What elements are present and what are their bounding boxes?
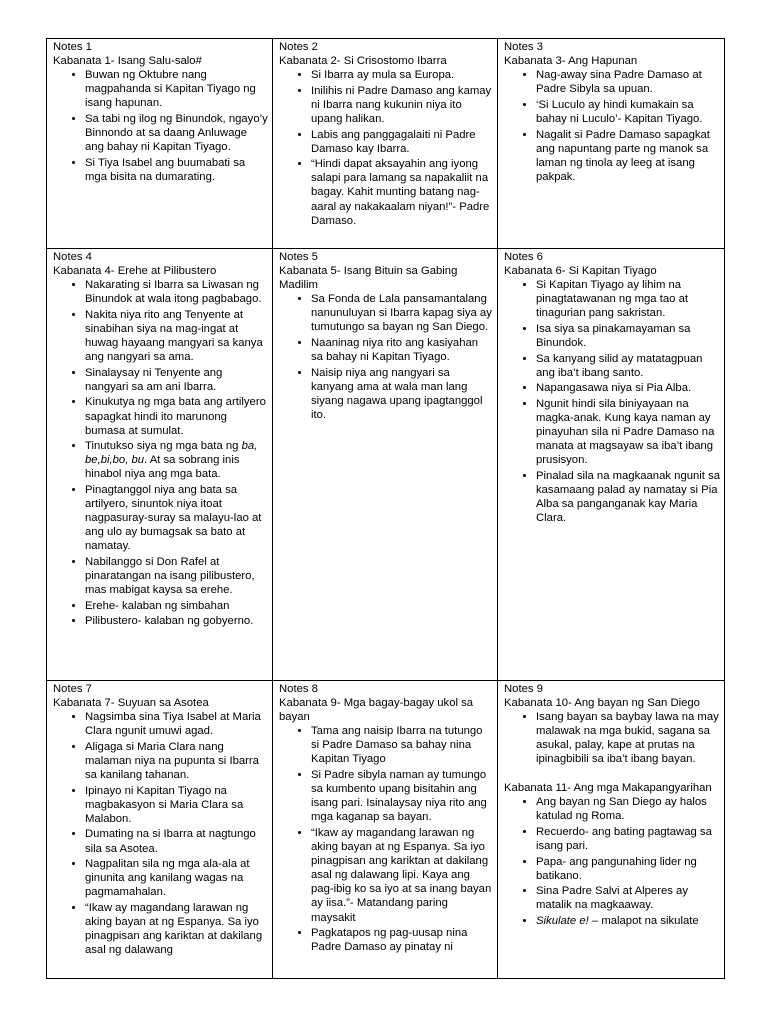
notes-cell	[498, 681, 725, 979]
list-item: • Pinagtanggol niya ang bata sa artilyero, sinuntok niya itoat nagpasuray-suray sa malayu-lao at ang ulo ay bumagsak sa bato at namatay.	[85, 483, 268, 553]
list-item	[85, 439, 268, 481]
list-item: • Si Ibarra ay mula sa Europa.	[311, 68, 493, 82]
list-item: • Naisip niya ang nangyari sa kanyang ama at wala man lang siyang nagawa upang ipagtanggol ito.	[311, 366, 493, 422]
chapter-title: Kabanata 10- Ang bayan ng San Diego	[504, 697, 700, 710]
item-text: – malapot na sikulate	[588, 914, 699, 927]
section-gap	[504, 768, 720, 781]
list-item: • Sa kanyang silid ay matatagpuan ang iba’t ibang santo.	[536, 352, 720, 380]
list-item: • Isa siya sa pinakamayaman sa Binundok.	[536, 322, 720, 350]
note-number: Notes 6	[504, 251, 543, 263]
list-item: • Napangasawa niya si Pia Alba.	[536, 381, 720, 395]
chapter-title: Kabanata 7- Suyuan sa Asotea	[53, 697, 209, 710]
list-item: • Ang bayan ng San Diego ay halos katulad ng Roma.	[536, 795, 720, 823]
bullet-list	[504, 68, 720, 184]
list-item: • ‘Si Luculo ay hindi kumakain sa bahay ni Luculo’- Kapitan Tiyago.	[536, 98, 720, 126]
note-number: Notes 7	[53, 683, 92, 695]
list-item: • Si Padre sibyla naman ay tumungo sa kumbento upang bisitahin ang isang pari. Isinalaysay niya rito ang mga kaganap sa bayan.	[311, 768, 493, 824]
notes-cell	[47, 681, 273, 979]
item-text: . At sa sobrang inis hinabol niya ang mga bata.	[85, 454, 240, 481]
list-item: • Erehe- kalaban ng simbahan	[85, 599, 268, 613]
chapter-title: Kabanata 11- Ang mga Makapangyarihan	[504, 782, 712, 795]
note-number: Notes 2	[279, 41, 318, 53]
notes-cell	[273, 249, 498, 681]
chapter-title: Kabanata 1- Isang Salu-salo#	[53, 55, 202, 68]
list-item: • Pilibustero- kalaban ng gobyerno.	[85, 614, 268, 628]
notes-cell	[273, 681, 498, 979]
chapter-title: Kabanata 6- Si Kapitan Tiyago	[504, 265, 657, 278]
list-item: • Aligaga si Maria Clara nang malaman niya na pupunta si Ibarra sa kanilang tahanan.	[85, 740, 268, 782]
list-item: • Nabilanggo si Don Rafel at pinaratangan na isang pilibustero, mas mabigat kaysa sa erehe.	[85, 555, 268, 597]
notes-cell	[273, 39, 498, 249]
bullet-list	[53, 278, 268, 628]
bullet-list	[53, 68, 268, 184]
note-number: Notes 1	[53, 41, 92, 53]
list-item: • Recuerdo- ang bating pagtawag sa isang pari.	[536, 825, 720, 853]
bullet-list	[279, 68, 493, 228]
list-item: • Nagsimba sina Tiya Isabel at Maria Clara ngunit umuwi agad.	[85, 710, 268, 738]
list-item: • Nagpalitan sila ng mga ala-ala at ginunita ang kanilang wagas na pagmamahalan.	[85, 857, 268, 899]
list-item: • Nakarating si Ibarra sa Liwasan ng Binundok at wala itong pagbabago.	[85, 278, 268, 306]
row-3	[47, 681, 725, 979]
list-item: • Sina Padre Salvi at Alperes ay matalik na magkaaway.	[536, 884, 720, 912]
list-item: • Naaninag niya rito ang kasiyahan sa bahay ni Kapitan Tiyago.	[311, 336, 493, 364]
list-item: • Sa tabi ng ilog ng Binundok, ngayo’y Binnondo at sa daang Anluwage ang bahay ni Kapitan Tiyago.	[85, 112, 268, 154]
list-item: • Ipinayo ni Kapitan Tiyago na magbakasyon si Maria Clara sa Malabon.	[85, 784, 268, 826]
row-1	[47, 39, 725, 249]
notes-grid	[46, 38, 725, 979]
bullet-list	[504, 278, 720, 525]
note-number: Notes 9	[504, 683, 543, 695]
bullet-list	[504, 710, 720, 766]
list-item: • Kinukutya ng mga bata ang artilyero sapagkat hindi ito marunong bumasa at sumulat.	[85, 395, 268, 437]
list-item: • Nag-away sina Padre Damaso at Padre Sibyla sa upuan.	[536, 68, 720, 96]
bullet-list	[504, 795, 720, 928]
notes-cell	[498, 249, 725, 681]
list-item: • Tama ang naisip Ibarra na tutungo si Padre Damaso sa bahay nina Kapitan Tiyago	[311, 724, 493, 766]
notes-cell	[47, 249, 273, 681]
note-number: Notes 3	[504, 41, 543, 53]
notes-cell	[498, 39, 725, 249]
note-number: Notes 5	[279, 251, 318, 263]
chapter-title: Kabanata 9- Mga bagay-bagay ukol sa bayan	[279, 697, 474, 724]
item-italic: Sikulate e!	[536, 914, 589, 927]
note-number: Notes 8	[279, 683, 318, 695]
list-item: • Buwan ng Oktubre nang magpahanda si Kapitan Tiyago ng isang hapunan.	[85, 68, 268, 110]
list-item: • Dumating na si Ibarra at nagtungo sila sa Asotea.	[85, 827, 268, 855]
list-item: • “Ikaw ay magandang larawan ng aking bayan at ng Espanya. Sa iyo pinagpisan ang kariktan at dakilang asal ng dalawang lipi. Kaya ang pag-ibig ko sa iyo at sa inang bayan ay iisa.”- Matandang paring maysakit	[311, 826, 493, 925]
list-item	[536, 914, 720, 928]
list-item: • Sa Fonda de Lala pansamantalang nanunuluyan si Ibarra kapag siya ay tumutungo sa bayan ng San Diego.	[311, 292, 493, 334]
list-item: • Nakita niya rito ang Tenyente at sinabihan siya na mag-ingat at huwag hayaang mangyari sa kanya ang nangyari sa ama.	[85, 308, 268, 364]
item-text: Tinutukso siya ng mga bata ng	[85, 440, 242, 453]
chapter-title: Kabanata 2- Si Crisostomo Ibarra	[279, 55, 447, 68]
list-item: • Sinalaysay ni Tenyente ang nangyari sa am ani Ibarra.	[85, 366, 268, 394]
list-item: • “Ikaw ay magandang larawan ng aking bayan at ng Espanya. Sa iyo pinagpisan ang kariktan at dakilang asal ng dalawang	[85, 901, 268, 957]
bullet-list	[53, 710, 268, 957]
list-item: • Papa- ang pangunahing lider ng batikano.	[536, 855, 720, 883]
chapter-title: Kabanata 3- Ang Hapunan	[504, 55, 638, 68]
item-italic: ba, be,bi,bo, bu	[85, 440, 258, 467]
list-item: • Nagalit si Padre Damaso sapagkat ang napuntang parte ng manok sa laman ng tinola ay leeg at isang pakpak.	[536, 128, 720, 184]
chapter-title: Kabanata 5- Isang Bituin sa Gabing Madilim	[279, 265, 458, 292]
list-item: • Pagkatapos ng pag-uusap nina Padre Damaso ay pinatay ni	[311, 926, 493, 954]
list-item: • Isang bayan sa baybay lawa na may malawak na mga bukid, sagana sa asukal, palay, kape at prutas na ipinagbibili sa iba’t ibang bayan.	[536, 710, 720, 766]
list-item: • “Hindi dapat aksayahin ang iyong salapi para lamang sa napakaliit na bagay. Kahit munting batang nag-aaral ay nakakaalam niyan!”- Padre Damaso.	[311, 157, 493, 227]
list-item: • Labis ang panggagalaiti ni Padre Damaso kay Ibarra.	[311, 128, 493, 156]
note-number: Notes 4	[53, 251, 92, 263]
list-item: • Inilihis ni Padre Damaso ang kamay ni Ibarra nang kukunin niya ito upang halikan.	[311, 84, 493, 126]
notes-cell	[47, 39, 273, 249]
list-item: • Ngunit hindi sila biniyayaan na magka-anak. Kung kaya naman ay pinayuhan sila ni Padre Damaso na manata at magsayaw sa iba’t ibang prusisyon.	[536, 397, 720, 467]
bullet-list	[279, 724, 493, 954]
list-item: • Si Kapitan Tiyago ay lihim na pinagtatawanan ng mga tao at tinagurian pang sakristan.	[536, 278, 720, 320]
chapter-title: Kabanata 4- Erehe at Pilibustero	[53, 265, 217, 278]
row-2	[47, 249, 725, 681]
list-item: • Si Tiya Isabel ang buumabati sa mga bisita na dumarating.	[85, 156, 268, 184]
bullet-list	[279, 292, 493, 422]
list-item: • Pinalad sila na magkaanak ngunit sa kasamaang palad ay namatay si Pia Alba sa panganganak kay Maria Clara.	[536, 469, 720, 525]
